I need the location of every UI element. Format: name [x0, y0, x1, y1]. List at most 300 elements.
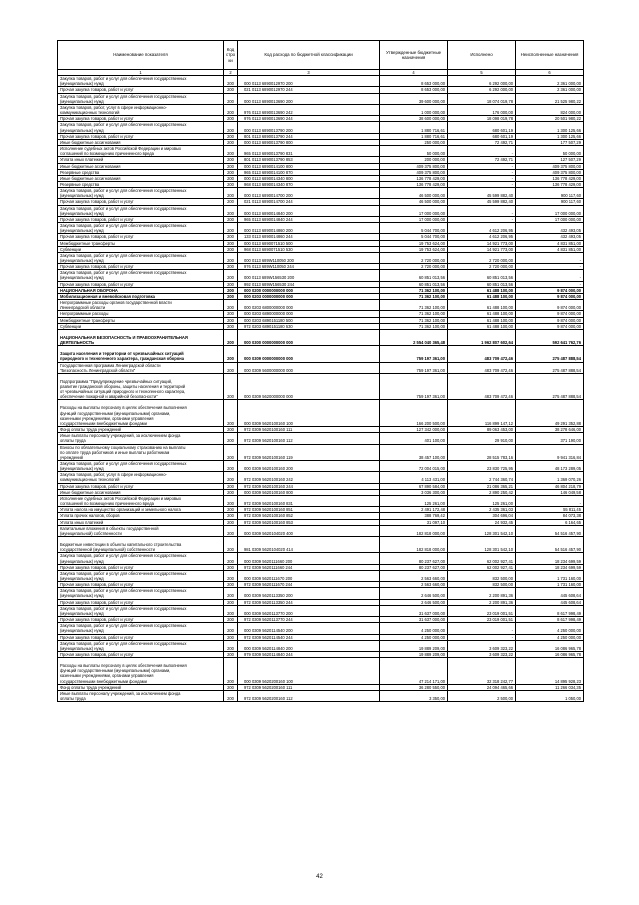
row-approved: 47 214 171,00 — [380, 658, 448, 685]
table-row — [58, 300, 584, 311]
row-remaining: 1 300 125,66 — [516, 122, 584, 133]
table-row — [58, 76, 584, 87]
row-name-line: развитие гражданской обороны, защиты населения и территорий — [60, 383, 186, 389]
row-remaining: 1 050,00 — [516, 690, 584, 701]
row-executed: 2 744 360,74 — [448, 472, 516, 483]
row-name — [58, 223, 224, 234]
row-remaining: 127 507,29 — [516, 157, 584, 163]
row-executed: - — [448, 623, 516, 634]
row-line-code: 200 — [224, 93, 238, 104]
row-approved: 409 375 800,00 — [380, 163, 448, 169]
row-name-line: ДЕЯТЕЛЬНОСТЬ — [60, 340, 95, 346]
page-number: 42 — [316, 874, 323, 880]
row-name-line: Прочая закупка товаров, работ и услуг — [60, 483, 134, 489]
row-executed: 45 599 882,40 — [448, 188, 516, 199]
row-line-code: 200 — [224, 246, 238, 252]
row-approved: 759 197 361,00 — [380, 346, 448, 362]
row-name-line: государственными внебюджетными фондами — [60, 420, 147, 426]
table-row — [58, 472, 584, 483]
row-budget-code: 972 0309 5620111670 244 — [238, 582, 380, 588]
row-remaining: 17 000 000,00 — [516, 205, 584, 216]
table-row — [58, 605, 584, 616]
row-executed: - — [448, 163, 516, 169]
row-remaining: 54 516 457,90 — [516, 525, 584, 536]
row-remaining: 432 493,05 — [516, 223, 584, 234]
row-line-code: 200 — [224, 684, 238, 690]
row-approved: 31 637 000,00 — [380, 605, 448, 616]
row-name-line: Бюджетные инвестиции в объекты капитального строительства — [60, 542, 182, 548]
row-budget-code: 972 0203 6890151180 530 — [238, 323, 380, 329]
row-approved: 759 197 361,00 — [380, 373, 448, 400]
row-executed: 176 000,00 — [448, 104, 516, 115]
row-line-code: 200 — [224, 617, 238, 623]
row-executed: 128 301 542,10 — [448, 525, 516, 536]
row-line-code: 200 — [224, 472, 238, 483]
row-executed: 1 962 807 602,64 — [448, 329, 516, 345]
row-executed: - — [448, 169, 516, 175]
row-remaining: 18 234 699,59 — [516, 564, 584, 570]
row-approved: 759 197 361,00 — [380, 362, 448, 373]
row-remaining: 4 831 851,00 — [516, 246, 584, 252]
row-executed: 2 720 000,00 — [448, 252, 516, 263]
row-line-code: 200 — [224, 163, 238, 169]
row-line-code: 200 — [224, 634, 238, 640]
row-remaining: 9 874 000,00 — [516, 311, 584, 317]
row-executed: 125 261,00 — [448, 495, 516, 506]
row-budget-code: 000 0309 5620111660 200 — [238, 553, 380, 564]
row-name-line: (муниципальной) собственности — [60, 530, 122, 536]
row-remaining: 4 250 000,00 — [516, 623, 584, 634]
row-name-line: Закупка товаров, работ и услуг для обеспечения государственных — [60, 623, 187, 629]
row-line-code: 200 — [224, 287, 238, 293]
row-name — [58, 188, 224, 199]
row-name-line: Иные бюджетные ассигнования — [60, 175, 121, 181]
row-executed: - — [448, 634, 516, 640]
row-remaining: 11 266 034,35 — [516, 684, 584, 690]
row-name — [58, 122, 224, 133]
row-line-code: 200 — [224, 293, 238, 299]
row-line-code: 200 — [224, 264, 238, 270]
row-approved: 1 880 716,61 — [380, 122, 448, 133]
row-name-line: Закупка товаров, работ и услуг для обеспечения государственных — [60, 270, 187, 276]
row-name-line: НАЦИОНАЛЬНАЯ БЕЗОПАСНОСТЬ И ПРАВООХРАНИТЕЛЬНАЯ — [60, 334, 188, 340]
row-name — [58, 346, 224, 362]
table-row — [58, 270, 584, 281]
row-name — [58, 623, 224, 634]
row-executed: - — [448, 175, 516, 181]
table-row — [58, 122, 584, 133]
row-name-line: Подпрограмма "Предупреждение чрезвычайных ситуаций, — [60, 378, 173, 384]
row-line-code: 200 — [224, 240, 238, 246]
row-name-line: Субвенции — [60, 323, 81, 329]
row-name-line: Закупка товаров, работ, услуг в сфере информационно- — [60, 104, 167, 110]
row-executed: 60 851 013,56 — [448, 281, 516, 287]
row-name-line: Прочая закупка товаров, работ и услуг — [60, 87, 134, 93]
row-executed: 23 019 001,51 — [448, 617, 516, 623]
table-row — [58, 588, 584, 599]
row-approved: 5 044 700,00 — [380, 234, 448, 240]
row-executed: 61 488 100,00 — [448, 317, 516, 323]
table-row — [58, 444, 584, 460]
row-line-code: 200 — [224, 133, 238, 139]
row-name-line: (муниципальных) нужд — [60, 610, 104, 616]
row-approved: 39 600 000,00 — [380, 93, 448, 104]
row-remaining: 4 250 000,00 — [516, 634, 584, 640]
row-budget-code: 000 0113 6890014840 200 — [238, 205, 380, 216]
row-approved: 46 500 000,00 — [380, 188, 448, 199]
row-budget-code: 000 0113 6890014700 200 — [238, 188, 380, 199]
row-approved: 182 818 000,00 — [380, 525, 448, 536]
row-remaining: - — [516, 281, 584, 287]
row-executed: 832 500,00 — [448, 582, 516, 588]
row-name — [58, 444, 224, 460]
row-name-line: (муниципальных) нужд — [60, 575, 104, 581]
row-name-line: (муниципальных) нужд — [60, 593, 104, 599]
table-row — [58, 205, 584, 216]
row-approved: 71 362 100,00 — [380, 311, 448, 317]
row-approved: 19 889 209,00 — [380, 652, 448, 658]
row-remaining: 49 291 352,88 — [516, 400, 584, 427]
row-remaining: 9 874 000,00 — [516, 293, 584, 299]
row-budget-code: 972 0309 5620113770 244 — [238, 617, 380, 623]
row-name-line: (муниципальных) нужд — [60, 193, 104, 199]
table-row — [58, 461, 584, 472]
row-budget-code: 000 0309 5620100160 800 — [238, 489, 380, 495]
row-approved: 3 350,00 — [380, 690, 448, 701]
row-name-line: Уплата иных платежей — [60, 519, 104, 525]
row-executed: 483 709 472,46 — [448, 346, 516, 362]
row-line-code: 200 — [224, 537, 238, 553]
row-name — [58, 104, 224, 115]
row-approved: 31 097,10 — [380, 519, 448, 525]
row-approved: 8 653 000,00 — [380, 76, 448, 87]
row-name-line: Исполнение судебных актов Российской Федерации и мировых — [60, 495, 182, 501]
row-budget-code: 972 0309 5620100160 244 — [238, 483, 380, 489]
row-approved: 388 769,42 — [380, 513, 448, 519]
header-remaining: Неисполненные назначения — [516, 41, 584, 70]
column-number: 4 — [380, 70, 448, 76]
row-remaining: 14 895 928,23 — [516, 658, 584, 685]
row-name-line: (муниципальных) нужд — [60, 628, 104, 634]
row-approved: 401 100,00 — [380, 433, 448, 444]
row-line-code: 200 — [224, 188, 238, 199]
row-name — [58, 461, 224, 472]
row-remaining: 1 731 160,00 — [516, 582, 584, 588]
row-line-code: 200 — [224, 362, 238, 373]
row-remaining: 136 778 429,00 — [516, 181, 584, 187]
row-line-code: 200 — [224, 373, 238, 400]
row-name-line: Резервные средства — [60, 169, 100, 175]
row-budget-code: 976 0113 689W110050 244 — [238, 264, 380, 270]
row-executed: 2 890 250,42 — [448, 489, 516, 495]
row-line-code: 200 — [224, 519, 238, 525]
row-line-code: 200 — [224, 461, 238, 472]
row-budget-code: 972 0309 5620100160 852 — [238, 513, 380, 519]
row-executed: 116 899 147,12 — [448, 400, 516, 427]
row-budget-code: 992 0113 689W156530 244 — [238, 281, 380, 287]
row-name-line: функций государственными (муниципальными) органами, — [60, 668, 171, 674]
row-remaining: 48 173 289,05 — [516, 461, 584, 472]
row-executed: 60 851 013,56 — [448, 270, 516, 281]
row-remaining: 900 117,60 — [516, 199, 584, 205]
row-approved: 71 362 100,00 — [380, 293, 448, 299]
row-name-line: Расходы на выплаты персоналу в целях обеспечения выполнения — [60, 405, 187, 411]
row-executed: 61 488 100,00 — [448, 287, 516, 293]
row-budget-code: 000 0113 6890014100 800 — [238, 163, 380, 169]
row-line-code: 200 — [224, 87, 238, 93]
row-approved: 2 720 000,00 — [380, 264, 448, 270]
row-budget-code: 000 0300 0000000000 000 — [238, 329, 380, 345]
row-remaining: 9 941 316,84 — [516, 444, 584, 460]
row-name-line: Иные выплаты персоналу учреждений, за исключением фонда — [60, 433, 181, 439]
row-name-line: (муниципальных) нужд — [60, 98, 104, 104]
row-name — [58, 400, 224, 427]
row-executed: - — [448, 205, 516, 216]
row-executed: 2 720 000,00 — [448, 264, 516, 270]
table-row — [58, 104, 584, 115]
row-approved: 4 250 000,00 — [380, 634, 448, 640]
table-row — [58, 553, 584, 564]
row-name-line: государственной (муниципальной) собственности — [60, 547, 155, 553]
row-remaining: 409 375 800,00 — [516, 163, 584, 169]
row-budget-code: 000 0309 5620100160 100 — [238, 400, 380, 427]
row-budget-code: 000 0309 5620114840 200 — [238, 640, 380, 651]
row-name-line: Ленинградской области — [60, 305, 106, 311]
row-approved: 250 000,00 — [380, 139, 448, 145]
row-line-code: 200 — [224, 564, 238, 570]
row-name — [58, 252, 224, 263]
row-approved: 182 818 000,00 — [380, 537, 448, 553]
row-budget-code: 972 0309 5620100160 111 — [238, 427, 380, 433]
row-executed: 61 488 100,00 — [448, 300, 516, 311]
row-remaining: 17 000 000,00 — [516, 216, 584, 222]
row-remaining: 8 617 998,49 — [516, 605, 584, 616]
row-approved: 409 375 800,00 — [380, 169, 448, 175]
row-executed: - — [448, 216, 516, 222]
row-executed: 24 932,45 — [448, 519, 516, 525]
row-executed: 24 094 465,66 — [448, 684, 516, 690]
row-line-code: 200 — [224, 157, 238, 163]
row-executed: 2 200 891,36 — [448, 599, 516, 605]
row-executed: 128 301 542,10 — [448, 537, 516, 553]
row-executed: 21 086 365,21 — [448, 483, 516, 489]
row-name — [58, 146, 224, 157]
row-executed: 14 921 773,00 — [448, 240, 516, 246]
row-remaining: 136 778 429,00 — [516, 175, 584, 181]
row-budget-code: 000 0309 5620100160 200 — [238, 461, 380, 472]
row-name — [58, 605, 224, 616]
row-executed: 3 609 323,22 — [448, 640, 516, 651]
row-name — [58, 570, 224, 581]
table-row — [58, 223, 584, 234]
row-name-line: Закупка товаров, работ и услуг для обеспечения государственных — [60, 252, 187, 258]
row-name-line: Уплата иных платежей — [60, 157, 104, 163]
row-approved: 2 563 660,00 — [380, 582, 448, 588]
row-executed: 89 063 453,00 — [448, 427, 516, 433]
row-budget-code: 000 0113 6890014860 200 — [238, 223, 380, 234]
row-executed: 18 098 019,78 — [448, 116, 516, 122]
table-row — [58, 146, 584, 157]
row-name-line: от чрезвычайных ситуаций природного и техногенного характера, — [60, 389, 186, 395]
row-remaining: 445 608,64 — [516, 599, 584, 605]
row-budget-code: 801 0113 6890013790 853 — [238, 157, 380, 163]
row-remaining: 21 525 980,22 — [516, 93, 584, 104]
row-name-line: казенными учреждениями, органами управления — [60, 673, 154, 679]
table-row — [58, 570, 584, 581]
row-name-line: Прочая закупка товаров, работ и услуг — [60, 234, 134, 240]
row-executed: 45 599 882,40 — [448, 199, 516, 205]
row-name-line: Закупка товаров, работ и услуг для обеспечения государственных — [60, 553, 187, 559]
row-name-line: (муниципальных) нужд — [60, 645, 104, 651]
row-line-code: 200 — [224, 599, 238, 605]
row-name-line: Государственная программа Ленинградской области — [60, 362, 161, 368]
row-executed: 6 292 000,00 — [448, 87, 516, 93]
row-executed: 483 709 472,46 — [448, 373, 516, 400]
row-approved: 4 113 431,00 — [380, 472, 448, 483]
row-budget-code: 968 0113 6890071510 530 — [238, 246, 380, 252]
row-name-line: Закупка товаров, работ и услуг для обеспечения государственных — [60, 223, 187, 229]
row-executed: 61 488 100,00 — [448, 323, 516, 329]
header-executed: Исполнено — [448, 41, 516, 70]
column-number: 1 — [58, 70, 224, 76]
row-budget-code: 000 0113 6890014340 800 — [238, 175, 380, 181]
row-approved: 67 890 584,00 — [380, 483, 448, 489]
row-name-line: Уплата налога на имущество организаций и земельного налога — [60, 507, 181, 513]
row-executed: 6 292 000,00 — [448, 76, 516, 87]
row-budget-code: 965 0113 6890014840 244 — [238, 216, 380, 222]
row-approved: 8 653 000,00 — [380, 87, 448, 93]
row-remaining: - — [516, 264, 584, 270]
row-line-code: 200 — [224, 640, 238, 651]
header-approved: Утвержденные бюджетные назначения — [380, 41, 448, 70]
row-remaining: 9 874 000,00 — [516, 317, 584, 323]
row-approved: 2 491 172,48 — [380, 507, 448, 513]
row-line-code: 200 — [224, 116, 238, 122]
row-name-line: Фонд оплаты труда учреждений — [60, 427, 121, 433]
row-remaining: - — [516, 270, 584, 281]
row-approved: 46 500 000,00 — [380, 199, 448, 205]
row-budget-code: 972 0309 5620114540 244 — [238, 634, 380, 640]
row-budget-code: 000 0309 5620200160 100 — [238, 658, 380, 685]
row-name — [58, 329, 224, 345]
row-approved: 80 237 627,00 — [380, 564, 448, 570]
row-budget-code: 965 0113 6890013790 831 — [238, 146, 380, 157]
row-line-code: 200 — [224, 495, 238, 506]
row-line-code: 200 — [224, 329, 238, 345]
row-executed: 680 601,19 — [448, 133, 516, 139]
row-remaining: 371 190,00 — [516, 433, 584, 444]
row-line-code: 200 — [224, 146, 238, 157]
row-name-line: Капитальные вложения в объекты государственной — [60, 525, 159, 531]
row-executed: 680 601,19 — [448, 122, 516, 133]
row-approved: 31 637 000,00 — [380, 617, 448, 623]
row-approved: 71 362 100,00 — [380, 323, 448, 329]
row-name — [58, 433, 224, 444]
row-approved: 5 044 700,00 — [380, 223, 448, 234]
row-remaining: - — [516, 252, 584, 263]
row-name-line: Закупка товаров, работ, услуг в сфере информационно- — [60, 472, 167, 478]
row-name-line: Закупка товаров, работ и услуг для обеспечения государственных — [60, 588, 187, 594]
row-executed: 18 074 019,78 — [448, 93, 516, 104]
row-budget-code: 976 0113 6890013690 242 — [238, 104, 380, 115]
row-name-line: (муниципальных) нужд — [60, 81, 104, 87]
row-name-line: Закупка товаров, работ и услуг для обеспечения государственных — [60, 122, 187, 128]
budget-execution-table — [57, 40, 584, 702]
row-executed: 4 612 206,95 — [448, 234, 516, 240]
table-row — [58, 690, 584, 701]
row-approved: 60 851 013,56 — [380, 281, 448, 287]
row-name-line: казенными учреждениями, органами управления — [60, 415, 154, 421]
column-number: 6 — [516, 70, 584, 76]
row-name-line: Закупка товаров, работ и услуг для обеспечения государственных — [60, 93, 187, 99]
row-name-line: (муниципальных) нужд — [60, 466, 104, 472]
row-line-code: 200 — [224, 605, 238, 616]
row-budget-code: 000 0203 0000000000 000 — [238, 293, 380, 299]
row-remaining: 1 369 070,26 — [516, 472, 584, 483]
row-name — [58, 640, 224, 651]
row-remaining: 824 000,00 — [516, 104, 584, 115]
row-line-code: 200 — [224, 122, 238, 133]
row-name-line: Уплата прочих налогов, сборов — [60, 513, 120, 519]
row-approved: 2 720 000,00 — [380, 252, 448, 263]
row-line-code: 200 — [224, 76, 238, 87]
row-budget-code: 972 0309 5620100160 851 — [238, 507, 380, 513]
row-executed: 3 609 323,22 — [448, 652, 516, 658]
row-line-code: 200 — [224, 317, 238, 323]
row-budget-code: 000 0203 6890000000 000 — [238, 311, 380, 317]
row-name — [58, 205, 224, 216]
row-remaining: 445 608,64 — [516, 588, 584, 599]
row-name-line: Прочая закупка товаров, работ и услуг — [60, 652, 134, 657]
row-name-line: оплаты труда — [60, 438, 86, 444]
row-name-line: Взносы по обязательному социальному страхованию на выплаты — [60, 444, 186, 450]
row-remaining: 1 300 125,66 — [516, 133, 584, 139]
row-approved: 2 563 660,00 — [380, 570, 448, 581]
row-remaining: 16 086 965,78 — [516, 652, 584, 658]
row-remaining: 2 361 000,00 — [516, 76, 584, 87]
row-approved: 1 000 000,00 — [380, 104, 448, 115]
row-budget-code: 972 0309 5620113350 244 — [238, 599, 380, 605]
row-name-line: государственными внебюджетными фондами — [60, 678, 147, 684]
row-name-line: Межбюджетные трансферты — [60, 317, 115, 323]
table-body — [58, 76, 584, 702]
row-name-line: коммуникационных технологий — [60, 477, 120, 483]
row-name-line: Закупка товаров, работ и услуг для обеспечения государственных — [60, 640, 187, 646]
row-name-line: Резервные средства — [60, 181, 100, 187]
row-line-code: 200 — [224, 489, 238, 495]
row-name-line: Прочая закупка товаров, работ и услуг — [60, 634, 134, 640]
row-line-code: 200 — [224, 281, 238, 287]
row-line-code: 200 — [224, 139, 238, 145]
row-line-code: 200 — [224, 234, 238, 240]
row-name-line: Прочая закупка товаров, работ и услуг — [60, 599, 134, 605]
row-executed: 32 318 242,77 — [448, 658, 516, 685]
row-name-line: Прочая закупка товаров, работ и услуг — [60, 617, 134, 623]
row-approved: 80 237 627,00 — [380, 553, 448, 564]
table-row — [58, 495, 584, 506]
row-budget-code: 968 0113 6890014340 870 — [238, 181, 380, 187]
row-name — [58, 588, 224, 599]
row-approved: 1 880 716,61 — [380, 133, 448, 139]
table-row — [58, 433, 584, 444]
row-remaining: 55 811,45 — [516, 507, 584, 513]
row-name-line: Иные выплаты персоналу учреждений, за исключением фонда — [60, 690, 181, 696]
row-name-line: (муниципальных) нужд — [60, 258, 104, 263]
row-executed: - — [448, 146, 516, 157]
row-executed: 62 002 927,41 — [448, 564, 516, 570]
table-row — [58, 400, 584, 427]
row-budget-code: 979 0309 5620114840 244 — [238, 652, 380, 658]
